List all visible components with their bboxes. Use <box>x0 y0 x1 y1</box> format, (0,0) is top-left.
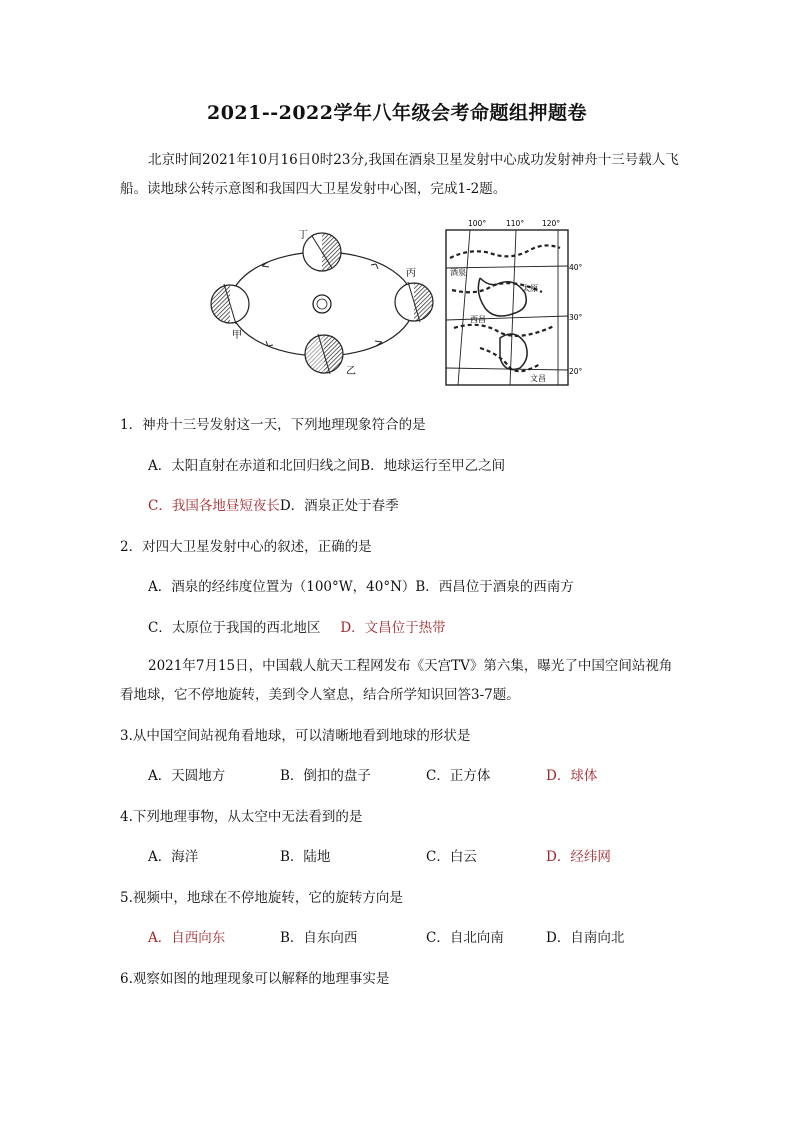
longitude-120: 120° <box>542 219 561 228</box>
q5-option-d: D．自南向北 <box>546 930 625 946</box>
q1-option-c: C．我国各地昼短夜长 <box>148 498 280 514</box>
q1-option-a: A．太阳直射在赤道和北回归线之间 <box>148 458 361 474</box>
q4-option-d: D．经纬网 <box>546 849 611 865</box>
earth-jia <box>211 284 249 324</box>
q2-option-a: A．酒泉的经纬度位置为（100°W，40°N） <box>148 579 416 595</box>
earth-orbit-diagram <box>200 218 440 378</box>
label-bing: 丙 <box>406 268 416 279</box>
question-2-stem: 2．对四大卫星发射中心的叙述，正确的是 <box>120 539 372 555</box>
page-title: 2021--2022学年八年级会考命题组押题卷 <box>206 102 588 124</box>
longitude-100: 100° <box>468 219 487 228</box>
q2-option-c: C．太原位于我国的西北地区 <box>148 620 321 636</box>
q3-option-b: B．倒扣的盘子 <box>280 768 371 784</box>
q1-option-b: B．地球运行至甲乙之间 <box>360 458 506 474</box>
question-1-stem: 1．神舟十三号发射这一天，下列地理现象符合的是 <box>120 417 426 433</box>
q5-option-a: A．自西向东 <box>148 930 226 946</box>
label-yi: 乙 <box>346 366 356 377</box>
place-taiyuan: 太原 <box>522 284 538 293</box>
q5-option-b: B．自东向西 <box>280 930 358 946</box>
launch-centers-map <box>440 218 583 388</box>
earth-ding <box>303 233 341 271</box>
q3-option-d: D．球体 <box>546 768 598 784</box>
intro-paragraph-1: 北京时间2021年10月16日0时23分,我国在酒泉卫星发射中心成功发射神舟十三号载人飞船。读地球公转示意图和我国四大卫星发射中心图，完成1-2题。 <box>120 152 679 197</box>
q3-option-c: C．正方体 <box>426 768 491 784</box>
latitude-30: 30° <box>569 313 583 322</box>
place-wenchang: 文昌 <box>530 374 546 383</box>
latitude-20: 20° <box>569 367 583 376</box>
place-jiuquan: 酒泉 <box>450 268 466 277</box>
question-6-stem: 6.观察如图的地理现象可以解释的地理事实是 <box>120 971 390 987</box>
intro-paragraph-2: 2021年7月15日，中国载人航天工程网发布《天宫TV》第六集，曝光了中国空间站视角看地球，它不停地旋转，美到令人窒息，结合所学知识回答3-7题。 <box>120 658 673 703</box>
question-4-stem: 4.下列地理事物，从太空中无法看到的是 <box>120 809 363 825</box>
label-jia: 甲 <box>232 330 242 341</box>
longitude-110: 110° <box>506 219 525 228</box>
question-3-stem: 3.从中国空间站视角看地球，可以清晰地看到地球的形状是 <box>120 728 471 744</box>
q4-option-c: C．白云 <box>426 849 477 865</box>
q1-option-d: D．酒泉正处于春季 <box>279 498 399 514</box>
q2-option-d: D．文昌位于热带 <box>340 620 446 636</box>
label-ding: 丁 <box>298 230 308 241</box>
question-5-stem: 5.视频中，地球在不停地旋转，它的旋转方向是 <box>120 890 403 906</box>
q4-option-b: B．陆地 <box>280 849 331 865</box>
place-xichang: 西昌 <box>470 315 486 324</box>
earth-bing <box>395 282 433 322</box>
q3-option-a: A．天圆地方 <box>148 768 226 784</box>
q2-option-b: B．西昌位于酒泉的西南方 <box>415 579 574 595</box>
earth-yi <box>305 334 343 374</box>
q5-option-c: C．自北向南 <box>426 930 504 946</box>
q4-option-a: A．海洋 <box>148 849 199 865</box>
latitude-40: 40° <box>569 263 583 272</box>
